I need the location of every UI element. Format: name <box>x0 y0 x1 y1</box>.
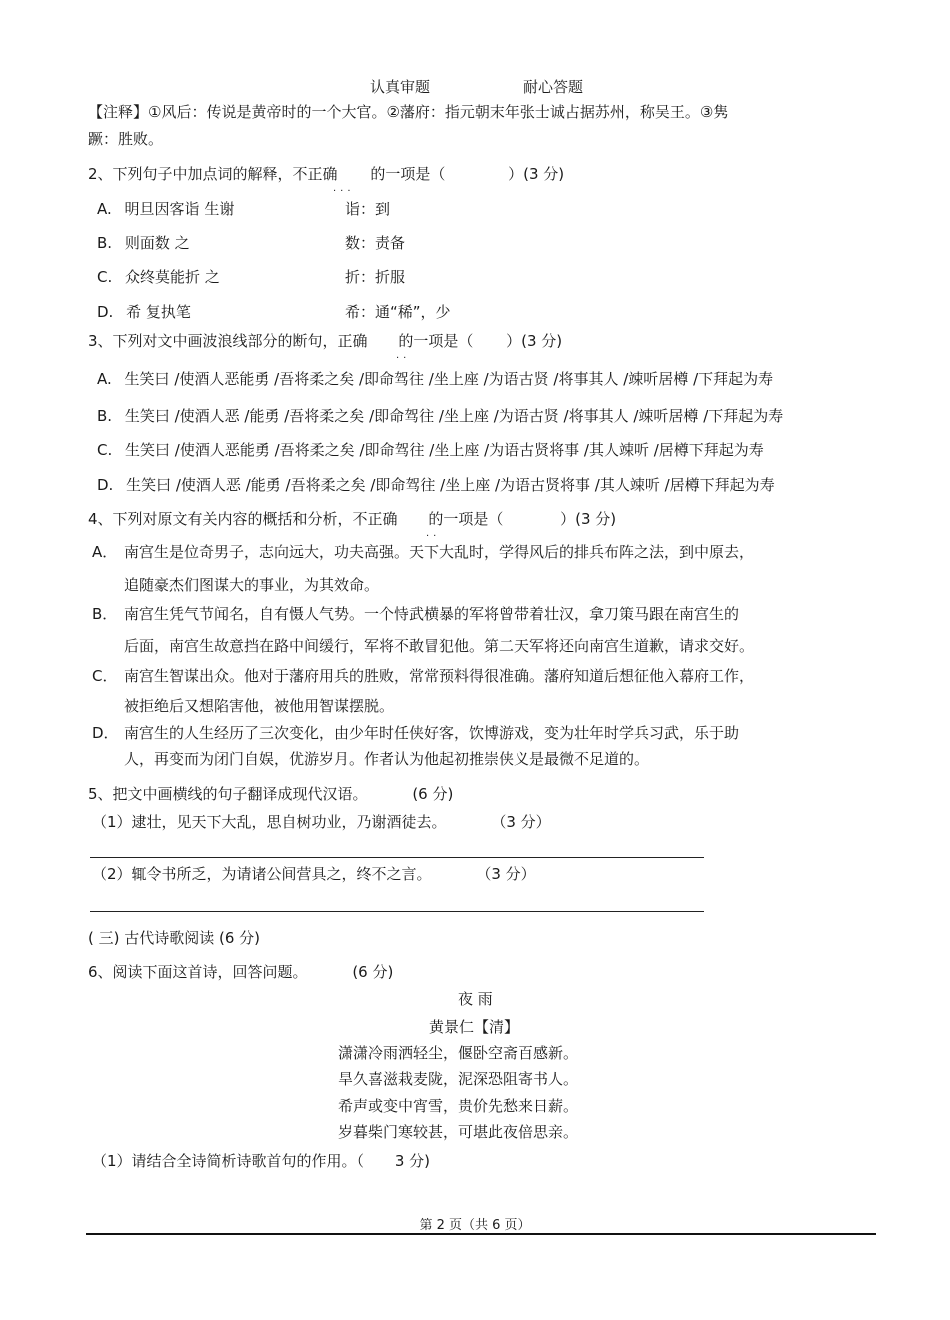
q3-option-d <box>97 478 775 493</box>
emphasis-dots: .. <box>426 528 441 539</box>
option-text: 生笑曰 /使酒人恶能勇 /吾将柔之矣 /即命驾往 /坐上座 /为语古贤 /将事其人 /竦听居樽 /下拜起为寿 <box>124 370 774 388</box>
q4-option-b-line1: 南宫生凭气节闻名，自有慑人气势。一个恃武横暴的军将曾带着壮汉，拿刀策马跟在南宫生的 <box>124 605 740 623</box>
q6-stem <box>88 965 393 980</box>
poem-line: 潇潇冷雨洒轻尘，偃卧空斋百感新。 <box>338 1044 579 1062</box>
q4-stem-b: 的一项是（ <box>428 510 504 528</box>
option-letter: A. <box>97 370 112 388</box>
q4-option-b-letter: B． <box>92 605 118 623</box>
header-right: 耐心答题 <box>523 78 584 96</box>
q3-option-c <box>97 443 764 458</box>
option-text: 希 复执笔 <box>126 303 191 321</box>
q3-stem <box>88 332 563 361</box>
option-letter: C. <box>97 441 113 459</box>
q6-score: (6 分) <box>352 963 394 981</box>
q4-stem-a: 4、下列对原文有关内容的概括和分析，不正确 .. <box>88 510 441 539</box>
notes-line2: 蹶：胜败。 <box>88 130 164 148</box>
option-letter: A. <box>97 200 112 218</box>
q5-sub2-score: （3 分） <box>476 865 536 883</box>
q3-option-b <box>97 409 783 424</box>
q2-stem-a: 2、下列句子中加点词的解释，不正确 ... <box>88 165 355 194</box>
q2-option-b <box>97 236 190 251</box>
q2-gloss-d: 希：通“稀”，少 <box>345 303 451 321</box>
option-text: 众终莫能折 之 <box>125 268 220 286</box>
poem-title: 夜 雨 <box>458 990 493 1008</box>
q5-stem-text: 5、把文中画横线的句子翻译成现代汉语。 <box>88 785 368 803</box>
q2-stem-b: 的一项是（ <box>370 165 446 183</box>
q6-sub1 <box>92 1154 430 1169</box>
poem-line: 希声或变中宵雪，贵价先愁来日薪。 <box>338 1097 579 1115</box>
q6-sub1-text: （1）请结合全诗简析诗歌首句的作用。（ <box>92 1152 365 1170</box>
option-text: 明旦因客诣 生谢 <box>124 200 235 218</box>
page-number: 第 2 页（共 6 页） <box>419 1218 531 1233</box>
q5-sub1 <box>92 815 551 830</box>
q4-option-c-line1: 南宫生智谋出众。他对于藩府用兵的胜败，常常预料得很准确。藩府知道后想征他入幕府工作， <box>124 667 755 685</box>
q4-option-a-line2: 追随豪杰们图谋大的事业，为其效命。 <box>124 576 380 594</box>
q3-stem-b: 的一项是（ <box>398 332 474 350</box>
option-letter: D. <box>97 303 114 321</box>
q5-sub2-text: （2）辄令书所乏，为请诸公间营具之，终不之言。 <box>92 865 432 883</box>
q2-gloss-c: 折：折服 <box>345 268 406 286</box>
q4-stem-c: ）(3 分) <box>560 510 617 528</box>
option-text: 则面数 之 <box>124 234 190 252</box>
option-text: 生笑曰 /使酒人恶 /能勇 /吾将柔之矣 /即命驾往 /坐上座 /为语古贤将事 /其人竦听 /居樽下拜起为寿 <box>126 476 775 494</box>
q3-stem-a: 3、下列对文中画波浪线部分的断句，正确 .. <box>88 332 411 361</box>
option-letter: B. <box>97 407 113 425</box>
notes-line1: 【注释】①风后：传说是黄帝时的一个大官。②藩府：指元朝末年张士诚占据苏州，称吴王。③隽 <box>88 103 729 121</box>
option-letter: C. <box>97 268 113 286</box>
emphasis-dots: .. <box>396 350 411 361</box>
q6-sub1-score: 3 分) <box>394 1152 430 1170</box>
q4-option-b-line2: 后面，南宫生故意挡在路中间缓行，军将不敢冒犯他。第二天军将还向南宫生道歉，请求交好。 <box>124 637 755 655</box>
header-left: 认真审题 <box>370 78 431 96</box>
q4-option-a-line1: 南宫生是位奇男子，志向远大，功夫高强。天下大乱时，学得风后的排兵布阵之法，到中原去， <box>124 543 755 561</box>
q2-option-a <box>97 202 234 217</box>
q4-option-a-letter: A． <box>92 543 118 561</box>
q2-gloss-b: 数：责备 <box>345 234 406 252</box>
q4-option-d-line2: 人，再变而为闭门自娱，优游岁月。作者认为他起初推崇侠义是最微不足道的。 <box>124 750 650 768</box>
q4-stem <box>88 510 617 539</box>
footer-divider <box>86 1233 876 1235</box>
q5-sub2 <box>92 867 536 882</box>
q5-sub1-score: （3 分） <box>491 813 551 831</box>
section-heading: ( 三) 古代诗歌阅读 (6 分) <box>88 929 261 947</box>
q6-stem-text: 6、阅读下面这首诗，回答问题。 <box>88 963 308 981</box>
q2-option-c <box>97 270 220 285</box>
option-letter: B. <box>97 234 113 252</box>
poem-line: 旱久喜滋栽麦陇，泥深恐阻寄书人。 <box>338 1070 579 1088</box>
q4-option-c-line2: 被拒绝后又想陷害他，被他用智谋摆脱。 <box>124 697 395 715</box>
q3-option-a <box>97 372 773 387</box>
answer-line[interactable] <box>90 911 704 912</box>
q5-score: (6 分) <box>412 785 454 803</box>
q4-option-d-line1: 南宫生的人生经历了三次变化，由少年时任侠好客，饮博游戏，变为壮年时学兵习武，乐于助 <box>124 724 740 742</box>
answer-line[interactable] <box>90 857 704 858</box>
q4-option-d-letter: D． <box>92 724 119 742</box>
q3-stem-c: ）(3 分) <box>506 332 563 350</box>
option-letter: D. <box>97 476 114 494</box>
option-text: 生笑曰 /使酒人恶能勇 /吾将柔之矣 /即命驾往 /坐上座 /为语古贤将事 /其人竦听 /居樽下拜起为寿 <box>125 441 764 459</box>
q5-stem <box>88 787 453 802</box>
emphasis-dots: ... <box>333 183 355 194</box>
q2-gloss-a: 诣：到 <box>345 200 391 218</box>
q2-stem <box>88 165 565 194</box>
q2-stem-c: ）(3 分) <box>508 165 565 183</box>
q5-sub1-text: （1）逮壮，见天下大乱，思自树功业，乃谢酒徒去。 <box>92 813 447 831</box>
poem-line: 岁暮柴门寒较甚，可堪此夜倍思亲。 <box>338 1123 579 1141</box>
q4-option-c-letter: C． <box>92 667 118 685</box>
q2-option-d <box>97 305 191 320</box>
poem-author: 黄景仁【清】 <box>429 1018 520 1036</box>
option-text: 生笑曰 /使酒人恶 /能勇 /吾将柔之矣 /即命驾往 /坐上座 /为语古贤 /将事其人 /竦听居樽 /下拜起为寿 <box>124 407 784 425</box>
